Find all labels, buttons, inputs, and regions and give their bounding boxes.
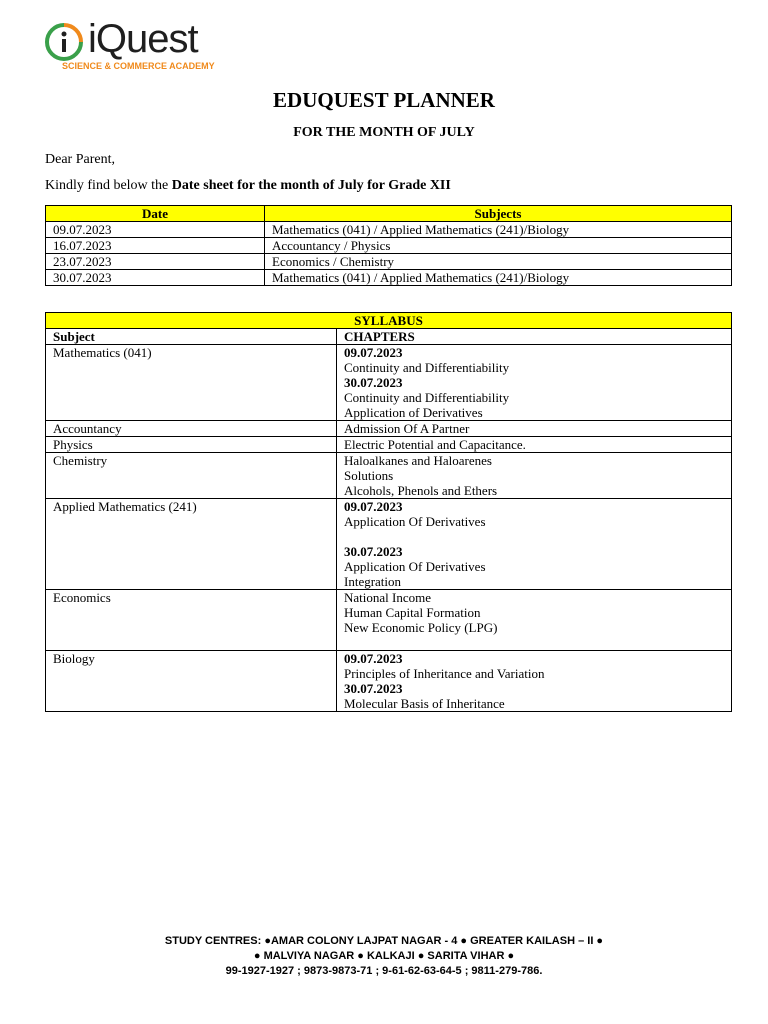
salutation: Dear Parent, — [45, 152, 115, 167]
syllabus-subject-cell: Physics — [46, 437, 337, 453]
syllabus-subject-cell: Economics — [46, 590, 337, 651]
chapter-spacer — [344, 635, 724, 650]
chapter-name: Integration — [344, 574, 402, 589]
chapter-exam-date: 09.07.2023 — [344, 651, 403, 666]
chapters-column-header: CHAPTERS — [337, 329, 732, 345]
syllabus-chapters-cell — [337, 437, 732, 453]
chapter-name: Application Of Derivatives — [344, 514, 486, 529]
syllabus-row — [46, 345, 732, 421]
chapter-name: National Income — [344, 590, 431, 605]
subject-column-header: Subject — [46, 329, 337, 345]
syllabus-subject-cell: Biology — [46, 651, 337, 712]
syllabus-title: SYLLABUS — [46, 313, 732, 329]
syllabus-table — [45, 312, 732, 712]
syllabus-chapters-cell — [337, 421, 732, 437]
chapter-exam-date: 30.07.2023 — [344, 544, 403, 559]
exam-subjects-cell: Mathematics (041) / Applied Mathematics (241)/Biology — [265, 222, 732, 238]
date-sheet-row — [46, 222, 732, 238]
syllabus-chapters-cell — [337, 345, 732, 421]
exam-date-cell: 23.07.2023 — [46, 254, 265, 270]
date-sheet-row — [46, 270, 732, 286]
chapter-name: Molecular Basis of Inheritance — [344, 696, 505, 711]
syllabus-row — [46, 499, 732, 590]
academy-logo — [44, 18, 244, 74]
syllabus-title-row — [46, 313, 732, 329]
exam-subjects-cell: Economics / Chemistry — [265, 254, 732, 270]
chapter-name: Continuity and Differentiability — [344, 360, 510, 375]
syllabus-subject-cell: Chemistry — [46, 453, 337, 499]
chapter-spacer — [344, 529, 724, 544]
chapter-exam-date: 30.07.2023 — [344, 375, 403, 390]
syllabus-chapters-cell — [337, 499, 732, 590]
chapter-exam-date: 09.07.2023 — [344, 499, 403, 514]
date-sheet-row — [46, 254, 732, 270]
chapter-name: Human Capital Formation — [344, 605, 481, 620]
syllabus-header-row — [46, 329, 732, 345]
date-column-header: Date — [46, 206, 265, 222]
syllabus-chapters-cell — [337, 453, 732, 499]
syllabus-chapters-cell — [337, 590, 732, 651]
exam-subjects-cell: Accountancy / Physics — [265, 238, 732, 254]
footer-line-1: STUDY CENTRES: ●AMAR COLONY LAJPAT NAGAR - 4 ● GREATER KAILASH – II ● — [164, 935, 604, 947]
iquest-logo-icon — [44, 22, 84, 62]
syllabus-row — [46, 453, 732, 499]
logo-tagline: SCIENCE & COMMERCE ACADEMY — [62, 61, 215, 71]
syllabus-subject-cell: Mathematics (041) — [46, 345, 337, 421]
chapter-name: Solutions — [344, 468, 394, 483]
chapter-name: Application of Derivatives — [344, 405, 483, 420]
intro-prefix: Kindly find below the — [45, 178, 172, 193]
date-sheet-header-row — [46, 206, 732, 222]
chapter-name: Continuity and Differentiability — [344, 390, 510, 405]
intro-text — [45, 178, 451, 194]
footer-line-3: 99-1927-1927 ; 9873-9873-71 ; 9-61-62-63-64-5 ; 9811-279-786. — [225, 965, 543, 977]
syllabus-row — [46, 651, 732, 712]
page-title: EDUQUEST PLANNER — [273, 88, 495, 112]
chapter-name: Admission Of A Partner — [344, 421, 470, 436]
intro-bold: Date sheet for the month of July for Grade XII — [171, 178, 451, 193]
chapter-exam-date: 09.07.2023 — [344, 345, 403, 360]
exam-date-cell: 09.07.2023 — [46, 222, 265, 238]
page-subtitle: FOR THE MONTH OF JULY — [293, 125, 475, 140]
study-centres-footer — [0, 934, 768, 979]
date-sheet-row — [46, 238, 732, 254]
date-sheet-table — [45, 205, 732, 286]
syllabus-subject-cell: Applied Mathematics (241) — [46, 499, 337, 590]
chapter-name: Principles of Inheritance and Variation — [344, 666, 545, 681]
syllabus-row — [46, 421, 732, 437]
syllabus-chapters-cell — [337, 651, 732, 712]
exam-date-cell: 16.07.2023 — [46, 238, 265, 254]
exam-subjects-cell: Mathematics (041) / Applied Mathematics (241)/Biology — [265, 270, 732, 286]
chapter-name: Application Of Derivatives — [344, 559, 486, 574]
chapter-name: New Economic Policy (LPG) — [344, 620, 498, 635]
chapter-name: Alcohols, Phenols and Ethers — [344, 483, 498, 498]
chapter-exam-date: 30.07.2023 — [344, 681, 403, 696]
logo-name: iQuest — [88, 17, 198, 61]
syllabus-subject-cell: Accountancy — [46, 421, 337, 437]
syllabus-row — [46, 437, 732, 453]
syllabus-row — [46, 590, 732, 651]
footer-line-2: ● MALVIYA NAGAR ● KALKAJI ● SARITA VIHAR ● — [253, 950, 515, 962]
subjects-column-header: Subjects — [265, 206, 732, 222]
chapter-name: Haloalkanes and Haloarenes — [344, 453, 492, 468]
exam-date-cell: 30.07.2023 — [46, 270, 265, 286]
chapter-name: Electric Potential and Capacitance. — [344, 437, 526, 452]
